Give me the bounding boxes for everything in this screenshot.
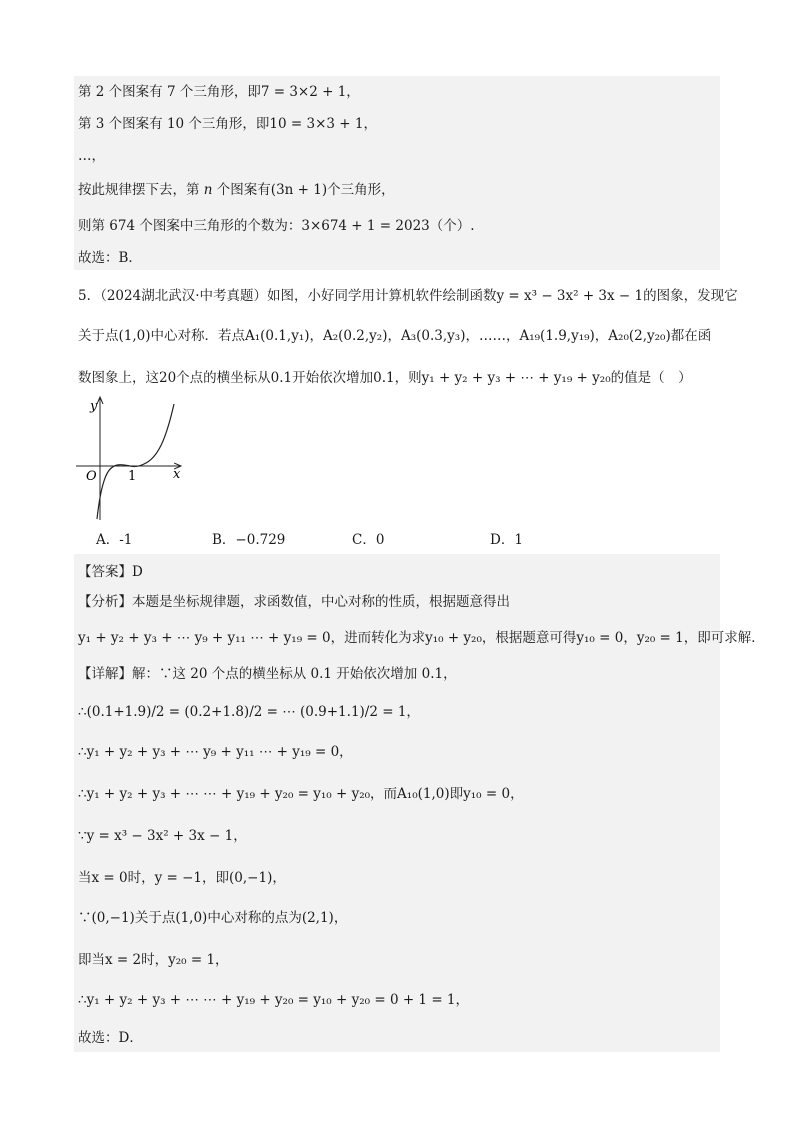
analysis-line-1: 【分析】本题是坐标规律题，求函数值，中心对称的性质，根据题意得出: [78, 594, 510, 610]
detail-line-3: ∴y₁ + y₂ + y₃ + ⋯ y₉ + y₁₁ ⋯ + y₁₉ = 0，: [78, 744, 353, 760]
detail-line-1: 【详解】解：∵这 20 个点的横坐标从 0.1 开始依次增加 0.1，: [78, 666, 457, 682]
solution-line-4-expr: (3n + 1): [270, 182, 328, 198]
cubic-curve: [97, 404, 174, 519]
choice-b[interactable]: B．−0.729: [212, 532, 286, 548]
solution-shade: [74, 76, 720, 270]
solution-line-4-n: n: [203, 182, 213, 198]
solution-line-4: [78, 180, 395, 200]
solution-line-2: 第 3 个图案有 10 个三角形，即10 = 3×3 + 1，: [78, 116, 377, 132]
detail-line-10: 故选：D．: [78, 1030, 143, 1046]
detail-line-2: ∴(0.1+1.9)/2 = (0.2+1.8)/2 = ⋯ (0.9+1.1)/2 = 1，: [78, 704, 420, 720]
origin-label: O: [86, 469, 97, 484]
solution-line-4-b: 个图案有: [216, 182, 271, 198]
y-axis-label: y: [90, 399, 98, 414]
solution-line-1: 第 2 个图案有 7 个三角形，即7 = 3×2 + 1，: [78, 84, 360, 100]
solution-line-4-a: 按此规律摆下去，第: [78, 182, 200, 198]
detail-line-9: ∴y₁ + y₂ + y₃ + ⋯ ⋯ + y₁₉ + y₂₀ = y₁₀ + y₂₀ = 0 + 1 = 1，: [78, 992, 470, 1008]
x-axis-label: x: [173, 467, 181, 482]
detail-line-5: ∵y = x³ − 3x² + 3x − 1，: [78, 828, 247, 844]
choice-d[interactable]: D．1: [490, 532, 523, 548]
question-line-2: 关于点(1,0)中心对称．若点A₁(0.1,y₁)，A₂(0.2,y₂)，A₃(0.3,y₃)，……，A₁₉(1.9,y₁₉)，A₂₀(2,y₂₀)都在函: [78, 328, 712, 344]
detail-line-4: ∴y₁ + y₂ + y₃ + ⋯ ⋯ + y₁₉ + y₂₀ = y₁₀ + y₂₀，而A₁₀(1,0)即y₁₀ = 0，: [78, 786, 524, 802]
function-graph: [70, 394, 190, 524]
analysis-line-2: y₁ + y₂ + y₃ + ⋯ y₉ + y₁₁ ⋯ + y₁₉ = 0，进而转化为求y₁₀ + y₂₀，根据题意可得y₁₀ = 0，y₂₀ = 1，即可求解．: [78, 630, 765, 646]
solution-line-6: 故选：B．: [78, 250, 142, 266]
question-line-1: 5．（2024湖北武汉·中考真题）如图，小好同学用计算机软件绘制函数y = x³ − 3x² + 3x − 1的图象，发现它: [78, 288, 738, 304]
answer-label: 【答案】D: [78, 564, 143, 580]
solution-line-4-c: 个三角形，: [327, 182, 395, 198]
question-line-3: 数图象上，这20个点的横坐标从0.1开始依次增加0.1，则y₁ + y₂ + y₃ + ⋯ + y₁₉ + y₂₀的值是（ ）: [78, 370, 692, 386]
choice-c[interactable]: C．0: [352, 532, 385, 548]
solution-line-3: …，: [78, 148, 105, 164]
tick-one-label: 1: [128, 469, 137, 484]
detail-line-8: 即当x = 2时，y₂₀ = 1，: [78, 952, 229, 968]
choice-a[interactable]: A．-1: [96, 532, 133, 548]
solution-line-5: 则第 674 个图案中三角形的个数为：3×674 + 1 = 2023（个）.: [78, 218, 475, 234]
detail-line-6: 当x = 0时，y = −1，即(0,−1)，: [78, 870, 286, 886]
detail-line-7: ∵(0,−1)关于点(1,0)中心对称的点为(2,1)，: [78, 910, 348, 926]
